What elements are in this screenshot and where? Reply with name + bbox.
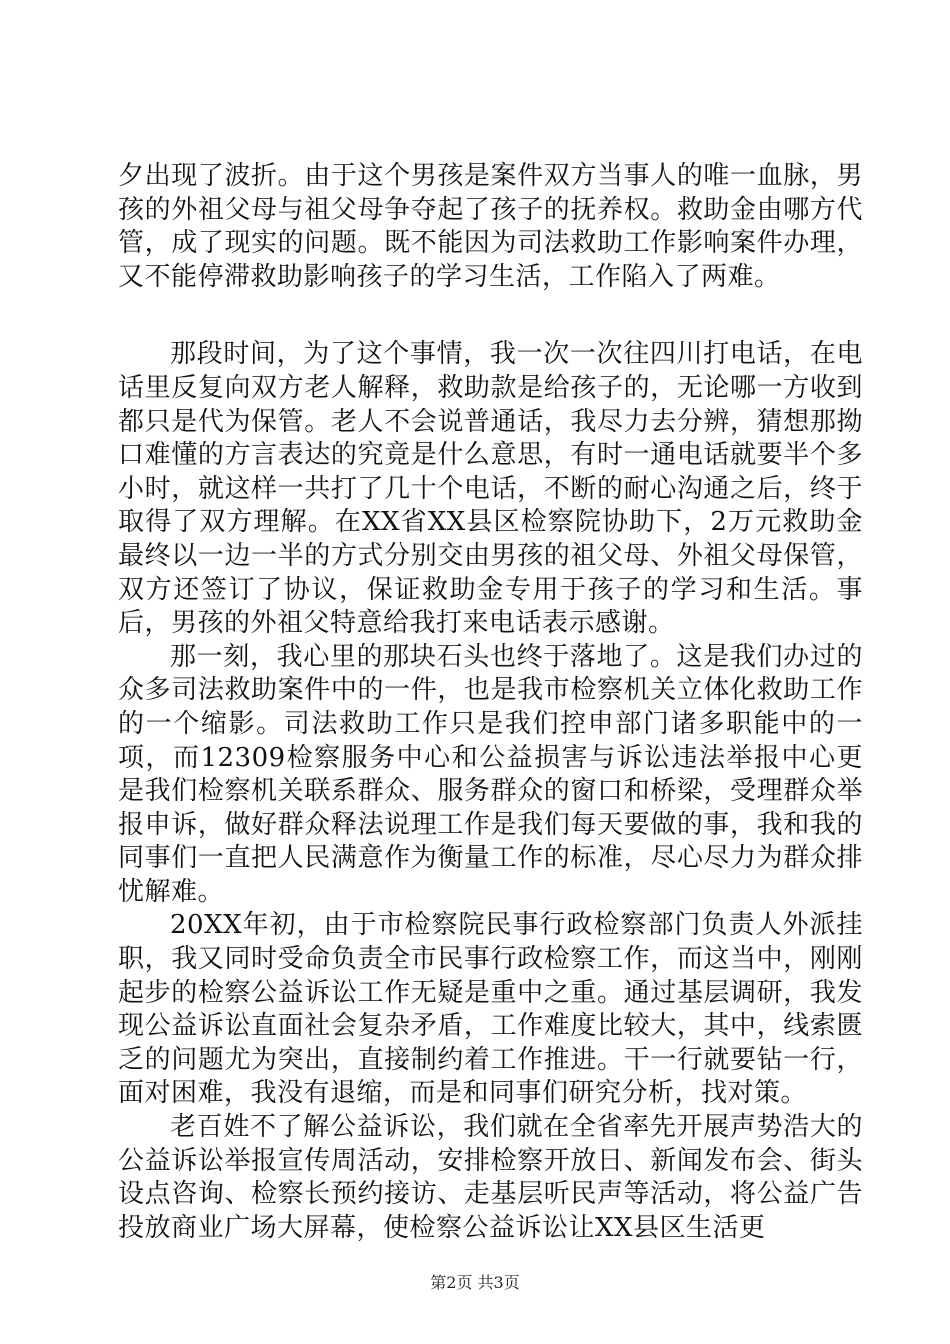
paragraph-gap [118,294,863,338]
paragraph-2: 那段时间，为了这个事情，我一次一次往四川打电话，在电话里反复向双方老人解释，救助款是给孩子的，无论哪一方收到都只是代为保管。老人不会说普通话，我尽力去分辨，猜想那拗口难懂的方言表达的究竟是什么意思，有时一通电话就要半个多小时，就这样一共打了几十个电话，不断的耐心沟通之后，终于取得了双方理解。在XX省XX县区检察院协助下，2万元救助金最终以一边一半的方式分别交由男孩的祖父母、外祖父母保管，双方还签订了协议，保证救助金专用于孩子的学习和生活。事后，男孩的外祖父特意给我打来电话表示感谢。 [118,339,863,639]
paragraph-3: 那一刻，我心里的那块石头也终于落地了。这是我们办过的众多司法救助案件中的一件，也是我市检察机关立体化救助工作的一个缩影。司法救助工作只是我们控申部门诸多职能中的一项，而12309检察服务中心和公益损害与诉讼违法举报中心更是我们检察机关联系群众、服务群众的窗口和桥梁，受理群众举报申诉，做好群众释法说理工作是我们每天要做的事，我和我的同事们一直把人民满意作为衡量工作的标准，尽心尽力为群众排忧解难。 [118,641,863,907]
paragraph-5: 老百姓不了解公益诉讼，我们就在全省率先开展声势浩大的公益诉讼举报宣传周活动，安排检察开放日、新闻发布会、街头设点咨询、检察长预约接访、走基层听民声等活动，将公益广告投放商业广场大屏幕，使检察公益诉讼让XX县区生活更 [118,1112,863,1243]
page-footer: 第2页 共3页 [430,1273,520,1292]
document-body [118,160,863,1245]
paragraph-1: 夕出现了波折。由于这个男孩是案件双方当事人的唯一血脉，男孩的外祖父母与祖父母争夺起了孩子的抚养权。救助金由哪方代管，成了现实的问题。既不能因为司法救助工作影响案件办理，又不能停滞救助影响孩子的学习生活，工作陷入了两难。 [118,161,863,292]
paragraph-4: 20XX年初，由于市检察院民事行政检察部门负责人外派挂职，我又同时受命负责全市民事行政检察工作，而这当中，刚刚起步的检察公益诉讼工作无疑是重中之重。通过基层调研，我发现公益诉讼直面社会复杂矛盾，工作难度比较大，其中，线索匮乏的问题尤为突出，直接制约着工作推进。干一行就要钻一行，面对困难，我没有退缩，而是和同事们研究分析，找对策。 [118,910,863,1109]
